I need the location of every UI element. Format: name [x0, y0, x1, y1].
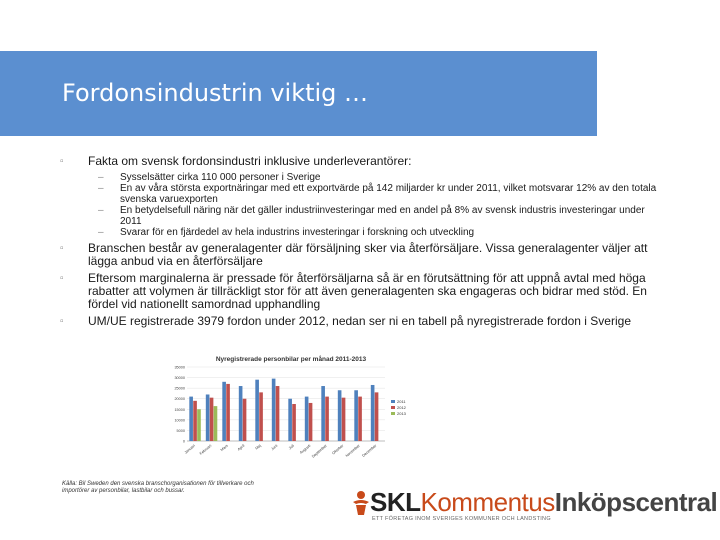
- x-tick-label: Maj: [254, 443, 262, 451]
- logo-kommentus: Kommentus: [420, 487, 555, 517]
- bar-2011-Mars: [222, 382, 226, 441]
- sub-bullet-item: [60, 205, 660, 227]
- legend-label: 2011: [397, 399, 406, 404]
- chart-title: Nyregistrerade personbilar per månad 2011-2013: [215, 356, 367, 363]
- sub-bullet-text: Sysselsätter cirka 110 000 personer i Sverige: [120, 172, 321, 183]
- legend-swatch-2013: [391, 412, 395, 415]
- bullet-marker-icon: ▫: [60, 243, 64, 254]
- bullet-text: Eftersom marginalerna är pressade för återförsäljarna så är en förutsättning för att uppnå avtal med höga rabatter att volymen är tillräckligt stor för att även generalagenten ska engageras och bidrar med stöd. En fördel vid nationellt samordnad upphandling: [88, 271, 647, 311]
- bullet-text: Branschen består av generalagenter där försäljning sker via återförsäljare. Vissa generalagenter väljer att lägga anbud via en återförsäljare: [88, 241, 648, 268]
- bar-2011-September: [321, 386, 325, 441]
- bar-2011-Oktober: [338, 390, 342, 441]
- dash-marker-icon: –: [98, 183, 104, 194]
- bar-2011-Maj: [255, 380, 259, 441]
- x-tick-label: November: [344, 443, 361, 459]
- x-tick-label: Oktober: [331, 443, 345, 456]
- bar-2011-April: [239, 386, 243, 441]
- bullet-text: Fakta om svensk fordonsindustri inklusive underleverantörer:: [88, 154, 412, 168]
- sub-bullet-item: [60, 227, 660, 238]
- source-note: Källa: Bil Sweden den svenska branschorganisationen för tillverkare och importörer av personbilar, lastbilar och bussar.: [62, 481, 254, 494]
- sub-bullet-item: [60, 183, 660, 205]
- sub-bullet-text: Svarar för en fjärdedel av hela industrins investeringar i forskning och utveckling: [120, 227, 475, 238]
- bullet-text: UM/UE registrerade 3979 fordon under 2012, nedan ser ni en tabell på nyregistrerade fordon i Sverige: [88, 314, 631, 328]
- logo-skl: SKL: [370, 487, 421, 517]
- bar-2012-November: [358, 397, 362, 441]
- bullet-item: [60, 315, 660, 328]
- bar-2012-Juni: [276, 386, 280, 441]
- bullet-item: [60, 242, 660, 268]
- y-tick-label: 10000: [174, 418, 185, 423]
- bar-2012-Mars: [226, 384, 230, 441]
- y-tick-label: 30000: [174, 376, 185, 381]
- registrations-bar-chart: [163, 353, 425, 473]
- bar-2011-November: [354, 390, 358, 441]
- x-tick-label: Juni: [270, 443, 279, 452]
- bar-2011-Juli: [288, 399, 292, 441]
- logo-inkopscentral: Inköpscentral: [554, 487, 718, 517]
- y-tick-label: 20000: [174, 397, 185, 402]
- x-tick-label: Augusti: [299, 443, 312, 455]
- y-tick-label: 15000: [174, 407, 185, 412]
- bar-2012-September: [325, 397, 329, 441]
- bullet-item: [60, 155, 660, 168]
- bar-2011-December: [371, 385, 375, 441]
- x-tick-label: Januari: [183, 443, 196, 455]
- bar-2013-Januari: [197, 409, 201, 441]
- dash-marker-icon: –: [98, 172, 104, 183]
- y-tick-label: 25000: [174, 386, 185, 391]
- bullet-item: [60, 272, 660, 311]
- x-tick-label: April: [236, 443, 246, 452]
- bullet-list: [60, 155, 660, 330]
- logo-wordmark: [370, 487, 717, 518]
- dash-marker-icon: –: [98, 205, 104, 216]
- legend-label: 2013: [397, 411, 406, 416]
- y-tick-label: 0: [182, 439, 185, 444]
- bullet-marker-icon: ▫: [60, 156, 64, 167]
- x-tick-label: Mars: [219, 443, 229, 453]
- slide-title: Fordonsindustrin viktig …: [62, 79, 369, 107]
- x-tick-label: Februari: [198, 443, 213, 456]
- bar-2012-Augusti: [309, 403, 313, 441]
- bar-2011-Januari: [189, 397, 193, 441]
- bar-2011-Augusti: [305, 397, 309, 441]
- bar-2012-Maj: [259, 392, 263, 441]
- sub-bullet-text: En av våra största exportnäringar med ett exportvärde på 142 miljarder kr under 2011, vilket motsvarar 12% av den totala svenska varuexporten: [120, 183, 657, 205]
- x-tick-label: Juli: [287, 443, 295, 451]
- sub-bullet-list: [60, 172, 660, 238]
- x-tick-label: December: [361, 443, 378, 459]
- bar-2012-Februari: [210, 398, 214, 441]
- dash-marker-icon: –: [98, 227, 104, 238]
- skl-kommentus-logo: [350, 487, 718, 527]
- legend-swatch-2011: [391, 400, 395, 403]
- bar-2011-Juni: [272, 379, 276, 441]
- bar-2012-Oktober: [342, 398, 346, 441]
- bar-2011-Februari: [206, 394, 210, 441]
- bar-2012-April: [243, 399, 247, 441]
- bar-2012-Januari: [193, 401, 197, 441]
- bar-2012-December: [375, 392, 379, 441]
- y-tick-label: 35000: [174, 365, 185, 370]
- legend-swatch-2012: [391, 406, 395, 409]
- sub-bullet-text: En betydelsefull näring när det gäller industriinvesteringar med en andel på 8% av svensk industris investeringar under 2011: [120, 205, 645, 227]
- sub-bullet-item: [60, 172, 660, 183]
- bullet-marker-icon: ▫: [60, 316, 64, 327]
- y-tick-label: 5000: [176, 428, 185, 433]
- bar-2013-Februari: [214, 406, 218, 441]
- legend-label: 2012: [397, 405, 406, 410]
- x-tick-label: September: [311, 443, 328, 459]
- bar-2012-Juli: [292, 404, 296, 441]
- bullet-marker-icon: ▫: [60, 273, 64, 284]
- logo-figure-icon: [350, 490, 372, 516]
- logo-tagline: ETT FÖRETAG INOM SVERIGES KOMMUNER OCH LANDSTING: [372, 516, 551, 522]
